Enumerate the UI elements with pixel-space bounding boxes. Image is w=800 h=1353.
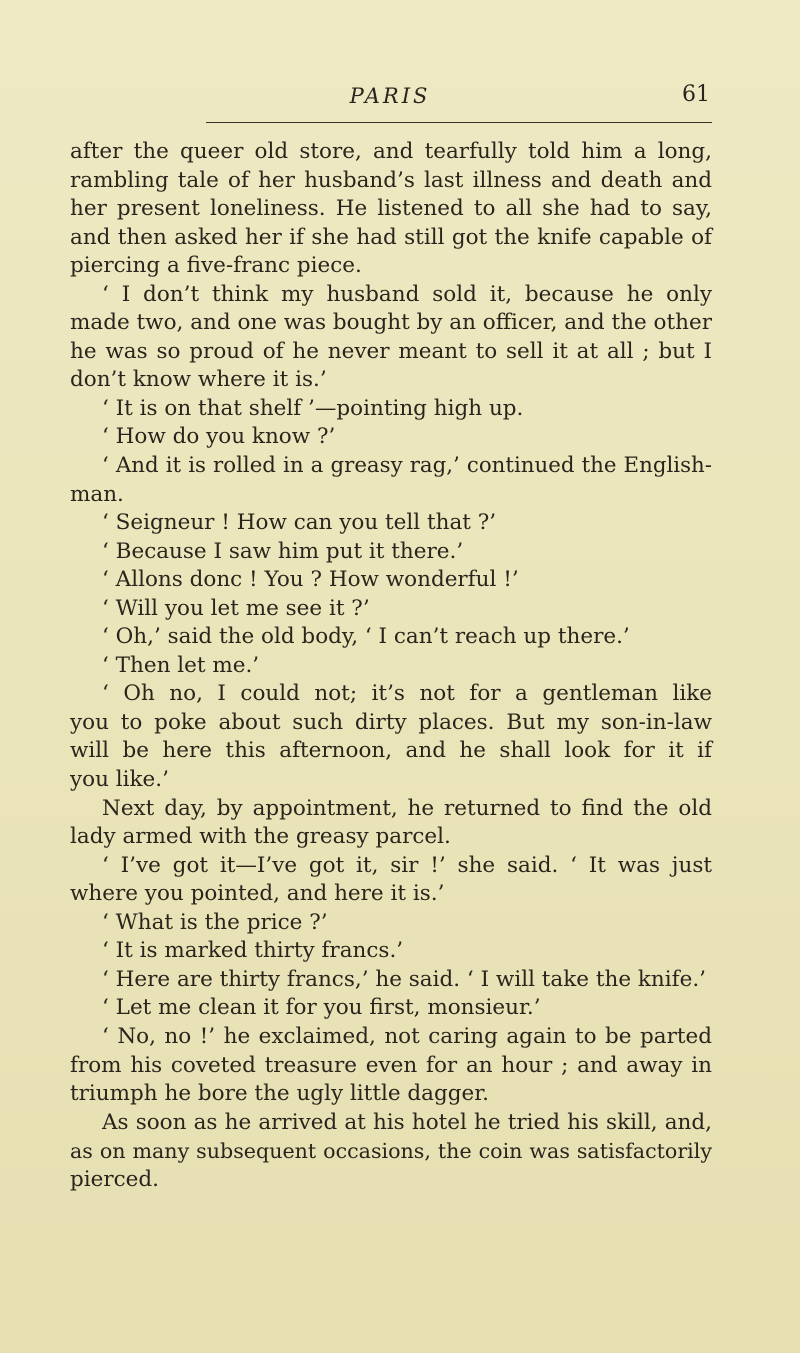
text-line: lady armed with the greasy parcel. (70, 824, 451, 850)
body-text (70, 138, 712, 1194)
text-line: ‘ Here are thirty francs,’ he said. ‘ I will take the knife.’ (102, 966, 706, 992)
text-line: after the queer old store, and tearfully told him a long, (70, 139, 712, 164)
text-line: ‘ Will you let me see it ?’ (102, 595, 370, 621)
text-line: pierced. (70, 1166, 160, 1192)
text-line: made two, and one was bought by an officer, and the other (70, 310, 712, 336)
text-line: where you pointed, and here it is.’ (70, 881, 445, 907)
text-line: you like.’ (70, 767, 169, 793)
text-line: man. (70, 481, 124, 507)
text-line: As soon as he arrived at his hotel he tried his skill, and, (102, 1109, 712, 1135)
running-title: PARIS (349, 84, 431, 108)
text-line: Next day, by appointment, he returned to find the old (102, 795, 712, 821)
text-line: her present loneliness. He listened to all she had to say, (70, 196, 712, 222)
text-line: and then asked her if she had still got the knife capable of (70, 224, 712, 250)
text-line: ‘ Let me clean it for you first, monsieur.’ (102, 995, 541, 1021)
running-head (68, 78, 712, 118)
text-line: ‘ It is on that shelf ’—pointing high up. (102, 395, 524, 421)
text-line: ‘ Oh,’ said the old body, ‘ I can’t reach up there.’ (102, 624, 630, 650)
page-number: 61 (682, 82, 710, 107)
text-line: as on many subsequent occasions, the coin was satisfactorily (70, 1139, 712, 1164)
text-line: ‘ And it is rolled in a greasy rag,’ continued the English- (102, 453, 712, 479)
text-line: rambling tale of her husband’s last illness and death and (70, 167, 712, 193)
text-line: ‘ Allons donc ! You ? How wonderful !’ (102, 567, 519, 593)
text-line: ‘ What is the price ?’ (102, 909, 328, 935)
text-line: triumph he bore the ugly little dagger. (70, 1081, 489, 1107)
text-line: ‘ I’ve got it—I’ve got it, sir !’ she said. ‘ It was just (102, 852, 712, 878)
text-line: ‘ No, no !’ he exclaimed, not caring again to be parted (102, 1023, 712, 1049)
text-line: ‘ Seigneur ! How can you tell that ?’ (102, 510, 497, 536)
text-line: he was so proud of he never meant to sell it at all ; but I (70, 338, 712, 364)
text-line: will be here this afternoon, and he shall look for it if (70, 738, 712, 764)
text-line: ‘ Then let me.’ (102, 652, 260, 678)
text-line: ‘ I don’t think my husband sold it, because he only (102, 281, 712, 307)
text-line: ‘ It is marked thirty francs.’ (102, 938, 404, 964)
header-rule (206, 122, 712, 123)
text-line: don’t know where it is.’ (70, 367, 327, 393)
text-line: ‘ Because I saw him put it there.’ (102, 538, 464, 564)
text-line: you to poke about such dirty places. But my son-in-law (70, 709, 712, 735)
text-line: from his coveted treasure even for an hour ; and away in (70, 1052, 712, 1078)
text-line: ‘ How do you know ?’ (102, 424, 336, 450)
text-line: piercing a five-franc piece. (70, 253, 362, 279)
text-line: ‘ Oh no, I could not; it’s not for a gentleman like (102, 681, 712, 707)
